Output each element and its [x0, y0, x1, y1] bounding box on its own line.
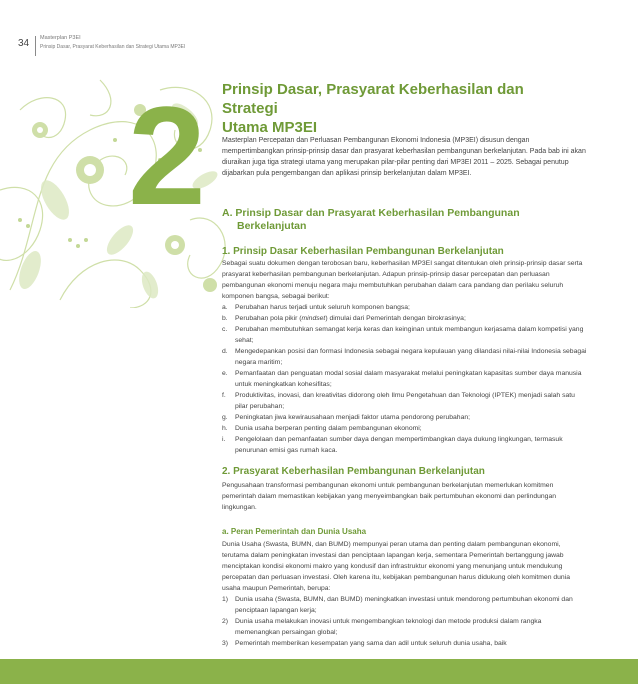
list-item: c. Perubahan membutuhkan semangat kerja keras dan keinginan untuk membangun kerjasama dalam kompetisi yang sehat; — [222, 326, 584, 344]
list-item: 2) Dunia usaha melakukan inovasi untuk mengembangkan teknologi dan metode produksi dalam rangka memenangkan persaingan global; — [222, 618, 542, 636]
header-book-title: Masterplan P3EI — [40, 35, 81, 41]
chapter-intro: Masterplan Percepatan dan Perluasan Pembangunan Ekonomi Indonesia (MP3EI) disusun dengan mempertimbangkan prinsip-prinsip dasar dan prasyarat keberhasilan pembangunan berkelanjutan. Pada bab ini akan diuraikan juga tiga strategi utama yang merupakan pilar-pilar penting dari MP3EI 2011 – 2025. Sebagai penutup dijabarkan pula pengembangan dan aplikasi prinsip berkelanjutan dalam MP3EI. — [222, 137, 586, 177]
list-item: g. Peningkatan jiwa kewirausahaan menjadi faktor utama pendorong perubahan; — [222, 414, 471, 421]
subsection-a-paragraph: Dunia Usaha (Swasta, BUMN, dan BUMD) mempunyai peran utama dan penting dalam pembangunan ekonomi, terutama dalam peningkatan investasi dan penciptaan lapangan kerja, sementara Pemerintah bertanggung jawab menciptakan kondisi ekonomi makro yang kondusif dan infrastruktur ekonomi yang menunjang untuk mendukung percepatan dan perluasan investasi. Oleh karena itu, kebijakan pembangunan harus didukung oleh komitmen dunia usaha maupun Pemerintah, berupa: — [222, 541, 571, 592]
page-number: 34 — [18, 38, 30, 49]
list-item: a. Perubahan harus terjadi untuk seluruh komponen bangsa; — [222, 304, 410, 311]
header-divider — [35, 36, 36, 56]
chapter-number: 2 — [128, 77, 206, 234]
header-chapter-title: Prinsip Dasar, Prasyarat Keberhasilan dan Strategi Utama MP3EI — [40, 44, 186, 50]
list-item: b. Perubahan pola pikir (mindset) dimulai dari Pemerintah dengan birokrasinya; — [222, 315, 466, 322]
subsection-1-heading: 1. Prinsip Dasar Keberhasilan Pembangunan Berkelanjutan — [222, 246, 504, 257]
commitments-list — [222, 594, 587, 649]
footer-band — [0, 659, 638, 684]
section-a-line1: A. Prinsip Dasar dan Prasyarat Keberhasilan Pembangunan — [222, 207, 520, 219]
subsection-a-heading: a. Peran Pemerintah dan Dunia Usaha — [222, 527, 367, 536]
list-item: f. Produktivitas, inovasi, dan kreativitas didorong oleh Ilmu Pengetahuan dan Teknologi (IPTEK) menjadi salah satu pilar perubahan; — [222, 392, 575, 410]
section-a-line2: Berkelanjutan — [237, 220, 307, 232]
list-item: e. Pemanfaatan dan penguatan modal sosial dalam masyarakat melalui peningkatan kapasitas sumber daya manusia untuk meningkatkan kohesifitas; — [222, 370, 582, 388]
chapter-title-line1: Prinsip Dasar, Prasyarat Keberhasilan dan Strategi — [222, 81, 524, 117]
list-item: 3) Pemerintah memberikan kesempatan yang sama dan adil untuk seluruh dunia usaha, baik — [222, 640, 507, 647]
subsection-1-paragraph: Sebagai suatu dokumen dengan terobosan baru, keberhasilan MP3EI sangat ditentukan oleh prinsip-prinsip dasar serta prasyarat keberhasilan pembangunan berkelanjutan. Adapun prinsip-prinsip dasar percepatan dan perluasan pembangunan ekonomi menuju negara maju membutuhkan perubahan dalam cara pandang dan perilaku seluruh komponen bangsa, sebagai berikut: — [222, 260, 583, 300]
subsection-2-paragraph: Pengusahaan transformasi pembangunan ekonomi untuk pembangunan berkelanjutan memerlukan komitmen pemerintah dalam memastikan kebijakan yang menyeimbangkan baik pertumbuhan ekonomi dan perlindungan lingkungan. — [222, 482, 557, 511]
list-item: h. Dunia usaha berperan penting dalam pembangunan ekonomi; — [222, 425, 422, 432]
subsection-2-heading: 2. Prasyarat Keberhasilan Pembangunan Berkelanjutan — [222, 466, 485, 477]
list-item: d. Mengedepankan posisi dan formasi Indonesia sebagai negara kepulauan yang dilandasi nilai-nilai Indonesia sebagai negara maritim; — [222, 348, 587, 366]
chapter-title-line2: Utama MP3EI — [222, 119, 318, 136]
section-a-heading — [222, 207, 582, 233]
list-item: 1) Dunia usaha (Swasta, BUMN, dan BUMD) meningkatkan investasi untuk mendorong pertumbuhan ekonomi dan penciptaan lapangan kerja; — [222, 596, 573, 614]
chapter-title — [222, 80, 582, 137]
list-item: i. Pengelolaan dan pemanfaatan sumber daya dengan mempertimbangkan daya dukung lingkungan, termasuk penurunan emisi gas rumah kaca. — [222, 436, 563, 454]
principles-list — [222, 302, 587, 456]
